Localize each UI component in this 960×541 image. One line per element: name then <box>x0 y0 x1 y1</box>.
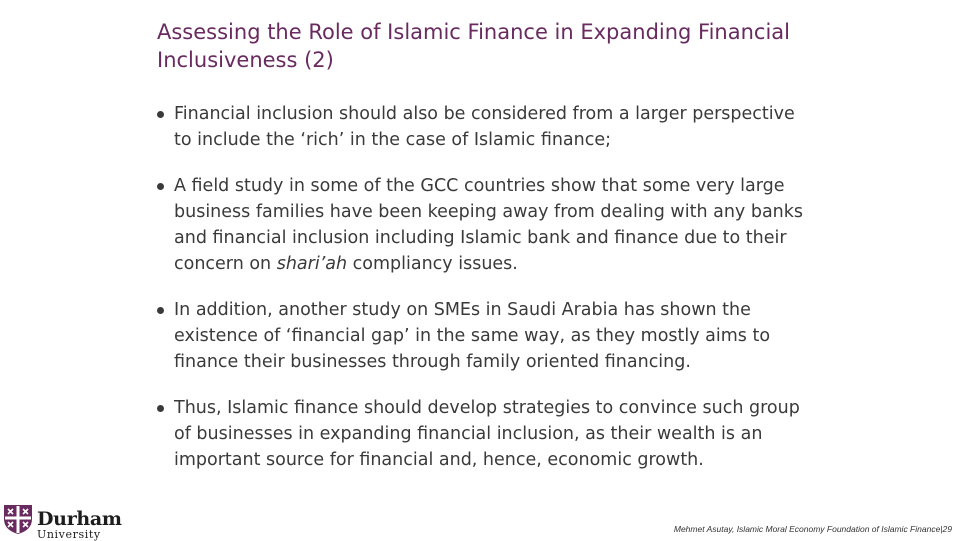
university-crest-icon <box>2 503 34 535</box>
slide-title: Assessing the Role of Islamic Finance in Expanding Financial Inclusiveness (2) <box>157 20 791 72</box>
bullet-dot-icon <box>157 111 164 118</box>
bullet-dot-icon <box>157 405 164 412</box>
bullet-emphasis: shari’ah <box>276 254 348 275</box>
footer-credit: Mehmet Asutay, Islamic Moral Economy Foundation of Islamic Finance <box>673 524 941 534</box>
bullet-text: Thus, Islamic finance should develop strategies to convince such group of businesses in expanding financial inclusion, as their wealth is an important source for financial and, hence, economic growth. <box>174 397 800 471</box>
page-number: 29 <box>942 524 952 534</box>
slide-footer <box>674 524 952 534</box>
bullet-item <box>157 173 817 278</box>
bullet-item <box>157 395 817 474</box>
bullet-dot-icon <box>157 307 164 314</box>
bullet-item <box>157 297 817 376</box>
bullet-text: Financial inclusion should also be considered from a larger perspective to include the ‘rich’ in the case of Islamic finance; <box>174 104 795 151</box>
durham-university-logo <box>2 501 122 540</box>
bullet-text: A field study in some of the GCC countries show that some very large business families have been keeping away from dealing with any banks and financial inclusion including Islamic bank and finance due to their concern on <box>174 175 804 275</box>
bullet-item <box>157 101 817 154</box>
logo-name: Durham <box>37 508 122 530</box>
bullet-text-end: compliancy issues. <box>347 254 518 275</box>
bullet-list <box>157 101 817 474</box>
footer-separator: | <box>940 524 943 534</box>
bullet-text: In addition, another study on SMEs in Saudi Arabia has shown the existence of ‘financial gap’ in the same way, as they mostly aims to finance their businesses through family oriented financing. <box>174 299 771 373</box>
logo-subtitle: University <box>37 528 101 541</box>
bullet-dot-icon <box>157 183 164 190</box>
